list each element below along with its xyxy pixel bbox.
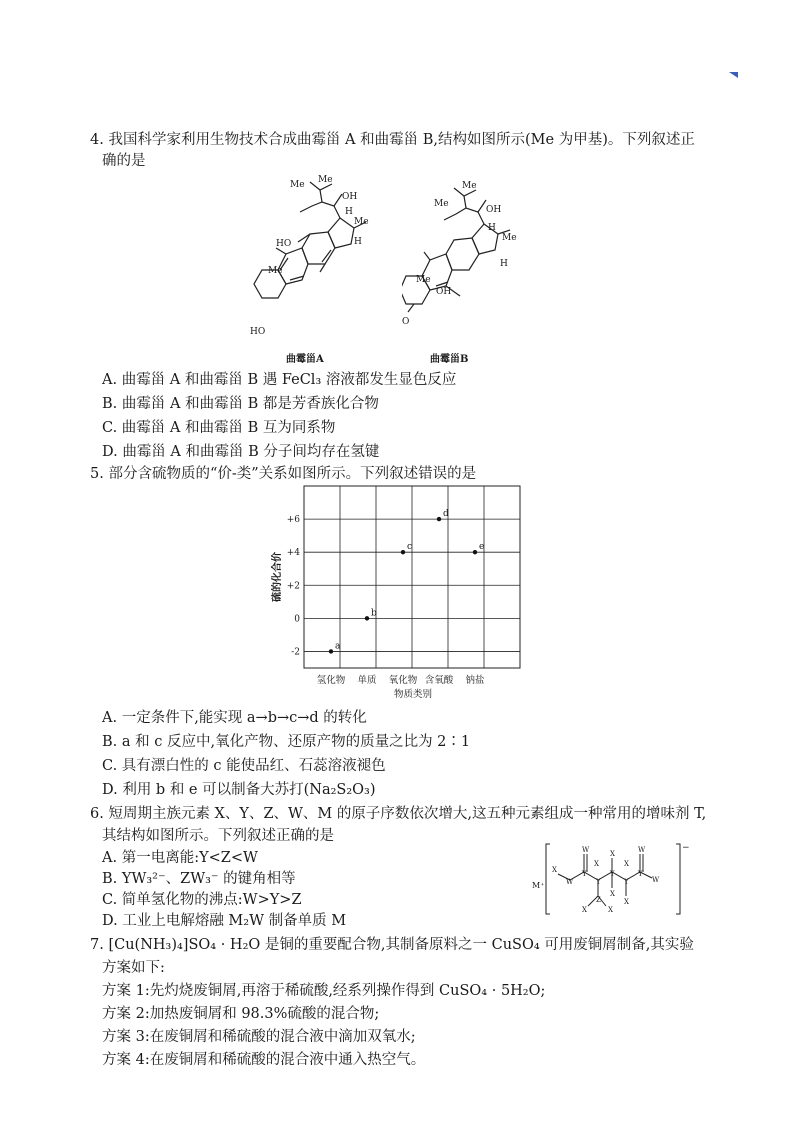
chart-category-label: 氢化物 bbox=[316, 675, 346, 686]
mol-a-h-2: H bbox=[354, 237, 362, 247]
chart-y-tick-label: +2 bbox=[286, 581, 300, 592]
struct-z: Z bbox=[596, 896, 601, 904]
chart-point-label-d: d bbox=[443, 509, 449, 520]
valence-class-chart bbox=[270, 482, 530, 712]
chart-y-tick-label: +4 bbox=[286, 548, 300, 559]
struct-w-4: W bbox=[652, 876, 660, 884]
q7-plan-2: 方案 2:加热废铜屑和 98.3%硫酸的混合物; bbox=[102, 1006, 380, 1022]
corner-mark bbox=[729, 72, 738, 78]
q5-option-c: C. 具有漂白性的 c 能使品红、石蕊溶液褪色 bbox=[102, 758, 386, 774]
chart-y-tick-label: +6 bbox=[286, 515, 300, 526]
chart-point-a bbox=[329, 649, 333, 653]
struct-w-1: W bbox=[566, 878, 574, 886]
mol-b-me-1: Me bbox=[434, 199, 449, 209]
molecule-a-caption: 曲霉甾A bbox=[286, 354, 324, 365]
struct-x-7: X bbox=[582, 906, 587, 914]
chart-category-label: 单质 bbox=[357, 675, 377, 686]
mol-a-ho-2: HO bbox=[250, 327, 266, 337]
struct-x-4: X bbox=[624, 860, 629, 868]
q6-option-a: A. 第一电离能:Y<Z<W bbox=[102, 850, 258, 866]
mol-b-h-2: H bbox=[500, 259, 508, 269]
mol-a-oh: OH bbox=[342, 192, 358, 202]
struct-m-cation: M⁺ bbox=[532, 881, 545, 890]
struct-x-1: X bbox=[552, 866, 557, 874]
q7-plan-4: 方案 4:在废铜屑和稀硫酸的混合液中通入热空气。 bbox=[102, 1052, 426, 1068]
q7-stem-line1: 7. [Cu(NH₃)₄]SO₄ · H₂O 是铜的重要配合物,其制备原料之一 CuSO₄ 可用废铜屑制备,其实验 bbox=[90, 937, 694, 953]
mol-a-ho-1: HO bbox=[276, 239, 292, 249]
q5-stem: 5. 部分含硫物质的“价-类”关系如图所示。下列叙述错误的是 bbox=[90, 466, 477, 482]
mol-a-me-4: Me bbox=[268, 266, 283, 276]
chart-point-label-b: b bbox=[371, 608, 377, 619]
molecule-b-structure bbox=[402, 178, 532, 350]
chart-point-label-a: a bbox=[335, 641, 341, 652]
struct-y-5: Y bbox=[638, 870, 643, 878]
struct-charge: − bbox=[682, 843, 690, 853]
chart-point-b bbox=[365, 616, 369, 620]
chart-category-label: 钠盐 bbox=[465, 675, 485, 686]
chart-category-label: 氧化物 bbox=[388, 675, 418, 686]
q6-option-b: B. YW₃²⁻、ZW₃⁻ 的键角相等 bbox=[102, 871, 296, 887]
q5-option-d: D. 利用 b 和 e 可以制备大苏打(Na₂S₂O₃) bbox=[102, 782, 376, 798]
mol-b-oh-2: OH bbox=[436, 287, 452, 297]
q4-option-d: D. 曲霉甾 A 和曲霉甾 B 分子间均存在氢键 bbox=[102, 444, 380, 460]
struct-x-6: X bbox=[624, 898, 629, 906]
chart-y-tick-label: 0 bbox=[294, 614, 300, 625]
chart-point-d bbox=[437, 517, 441, 521]
q4-option-b: B. 曲霉甾 A 和曲霉甾 B 都是芳香族化合物 bbox=[102, 396, 379, 412]
q4-stem-line1: 4. 我国科学家利用生物技术合成曲霉甾 A 和曲霉甾 B,结构如图所示(Me 为甲基)。下列叙述正 bbox=[90, 132, 695, 148]
chart-point-e bbox=[473, 550, 477, 554]
q5-option-b: B. a 和 c 反应中,氧化产物、还原产物的质量之比为 2∶1 bbox=[102, 734, 471, 750]
q7-stem-line2: 方案如下: bbox=[102, 960, 165, 976]
mol-b-h-1: H bbox=[488, 223, 496, 233]
struct-w-2: W bbox=[582, 846, 590, 854]
struct-x-8: X bbox=[608, 906, 613, 914]
chart-y-tick-label: -2 bbox=[291, 647, 300, 658]
q6-stem-line1: 6. 短周期主族元素 X、Y、Z、W、M 的原子序数依次增大,这五种元素组成一种常用的增味剂 T, bbox=[90, 806, 707, 822]
mol-b-me-2: Me bbox=[462, 181, 477, 191]
struct-y-2: Y bbox=[596, 878, 601, 886]
struct-x-3: X bbox=[594, 860, 599, 868]
mol-b-oh: OH bbox=[486, 205, 502, 215]
chart-category-label: 含氧酸 bbox=[424, 675, 454, 686]
mol-b-me-3: Me bbox=[502, 233, 517, 243]
q4-option-a: A. 曲霉甾 A 和曲霉甾 B 遇 FeCl₃ 溶液都发生显色反应 bbox=[102, 372, 457, 388]
struct-y-1: Y bbox=[582, 870, 587, 878]
mol-a-h-1: H bbox=[345, 207, 353, 217]
chart-point-label-e: e bbox=[479, 542, 485, 553]
struct-x-2: X bbox=[610, 850, 615, 858]
mol-b-o: O bbox=[402, 317, 410, 327]
mol-b-me-4: Me bbox=[416, 275, 431, 285]
mol-a-me-1: Me bbox=[290, 180, 305, 190]
chart-y-axis-label: 硫的化合价 bbox=[272, 552, 283, 602]
q7-plan-1: 方案 1:先灼烧废铜屑,再溶于稀硫酸,经系列操作得到 CuSO₄ · 5H₂O; bbox=[102, 983, 546, 999]
q6-option-c: C. 简单氢化物的沸点:W>Y>Z bbox=[102, 892, 302, 908]
molecule-b-caption: 曲霉甾B bbox=[430, 354, 469, 365]
struct-y-3: Y bbox=[610, 870, 615, 878]
q4-stem-line2: 确的是 bbox=[102, 153, 146, 169]
struct-y-4: Y bbox=[624, 878, 629, 886]
q7-plan-3: 方案 3:在废铜屑和稀硫酸的混合液中滴加双氧水; bbox=[102, 1029, 416, 1045]
mol-a-me-3: Me bbox=[354, 217, 369, 227]
chart-x-axis-label: 物质类别 bbox=[393, 689, 433, 700]
q5-option-a: A. 一定条件下,能实现 a→b→c→d 的转化 bbox=[102, 710, 367, 726]
q6-option-d: D. 工业上电解熔融 M₂W 制备单质 M bbox=[102, 913, 347, 929]
chart-point-c bbox=[401, 550, 405, 554]
struct-w-3: W bbox=[638, 846, 646, 854]
mol-a-me-2: Me bbox=[318, 175, 333, 185]
molecule-a-structure bbox=[250, 172, 375, 350]
q4-option-c: C. 曲霉甾 A 和曲霉甾 B 互为同系物 bbox=[102, 420, 336, 436]
struct-x-5: X bbox=[610, 890, 615, 898]
compound-t-structure bbox=[528, 840, 708, 920]
chart-point-label-c: c bbox=[407, 542, 413, 553]
q6-stem-line2: 其结构如图所示。下列叙述正确的是 bbox=[102, 828, 334, 844]
